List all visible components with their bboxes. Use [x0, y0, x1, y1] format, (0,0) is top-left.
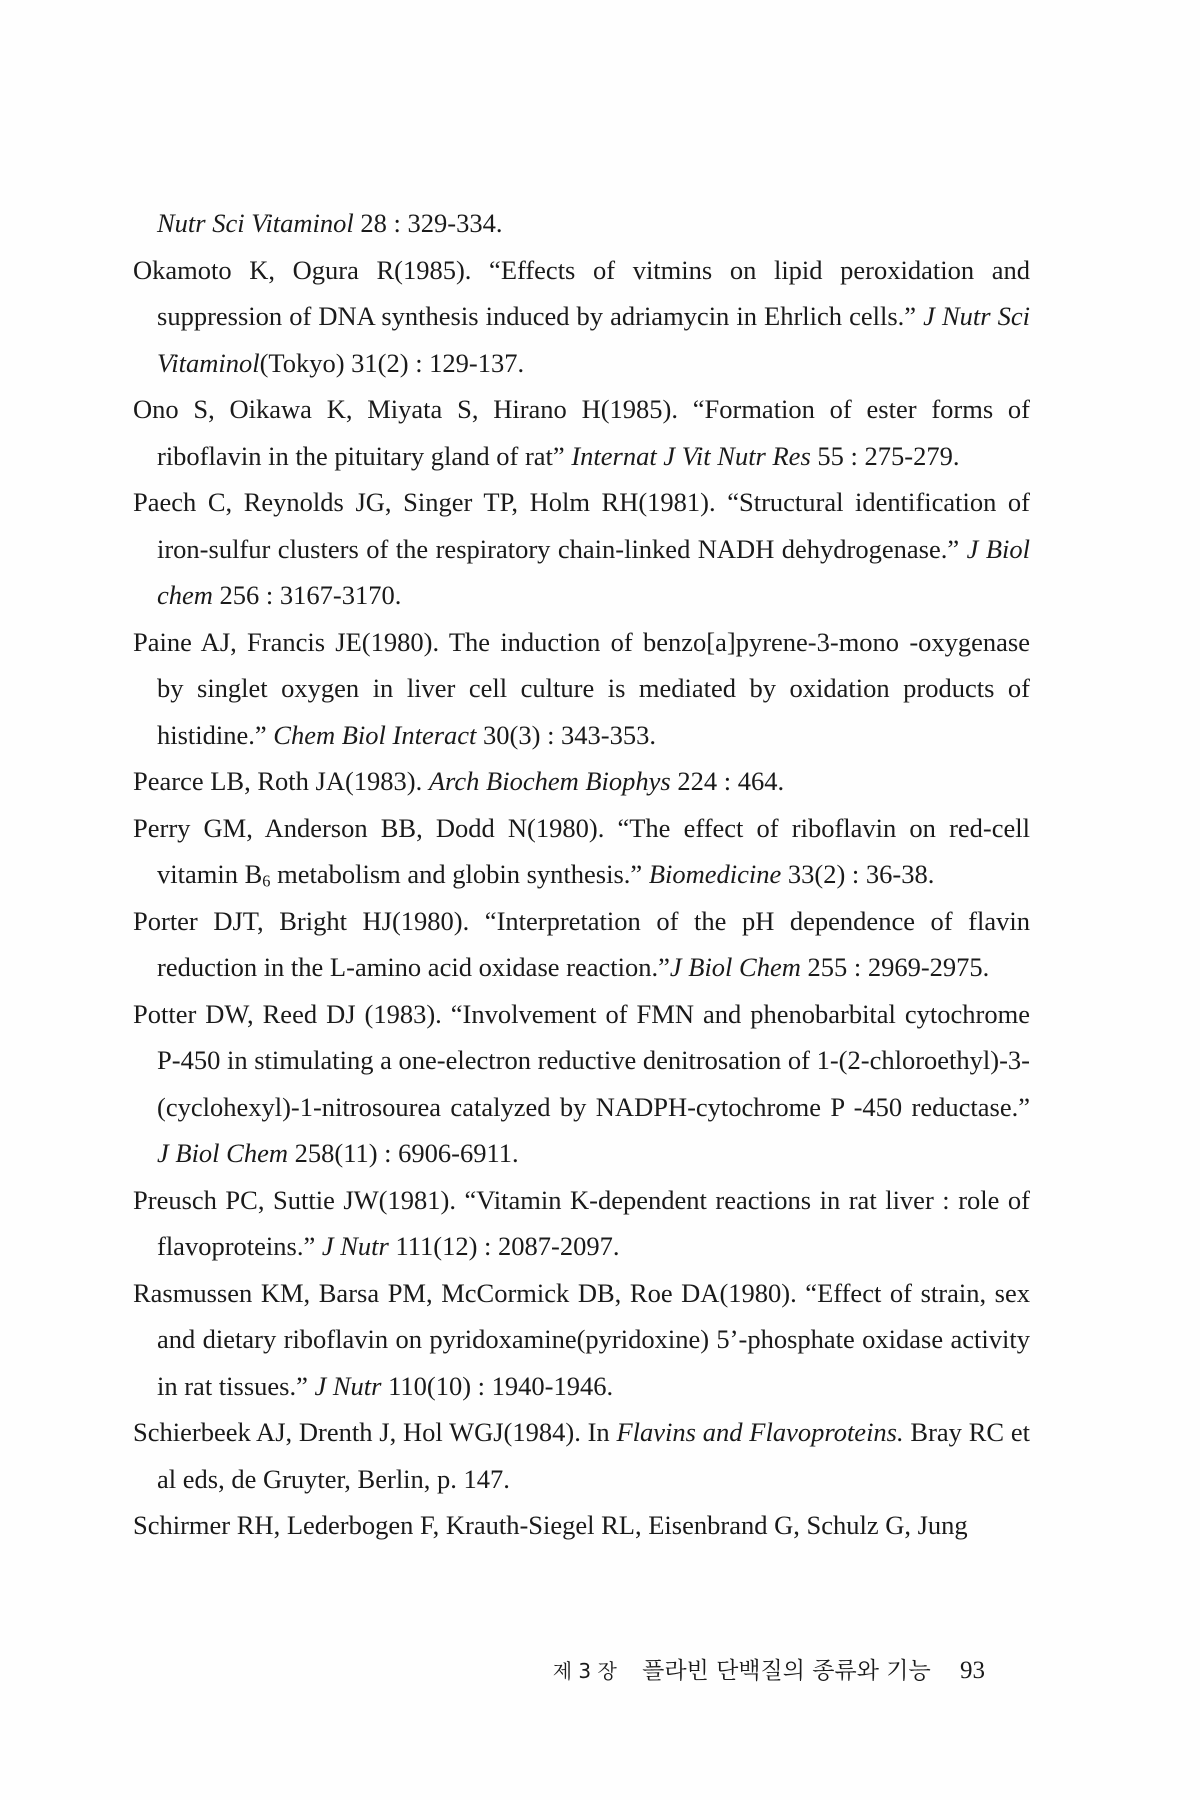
subscript: 6 [262, 871, 271, 891]
reference-text: (Tokyo) 31(2) : 129-137. [259, 347, 525, 378]
page-number: 93 [960, 1657, 985, 1684]
journal-title: J Nutr [321, 1231, 389, 1261]
reference-entry [133, 1177, 1030, 1270]
reference-text: 55 : 275-279. [810, 440, 960, 471]
reference-entry [133, 386, 1030, 479]
reference-text: Ono S, Oikawa K, Miyata S, Hirano H(1985). “Formation of ester forms of riboflavin in the pituitary gland of rat” [133, 394, 1030, 471]
reference-text: Paine AJ, Francis JE(1980). The induction of benzo[a]pyrene-3-mono -oxygenase by singlet oxygen in liver cell culture is mediated by oxidation products of histidine.” [133, 626, 1030, 750]
journal-title: J Nutr [314, 1370, 382, 1401]
reference-text: Pearce LB, Roth JA(1983). [133, 766, 429, 796]
reference-text: Porter DJT, Bright HJ(1980). “Interpretation of the pH dependence of flavin reduction in the L-amino acid oxidase reaction.” [133, 905, 1030, 982]
reference-entry [133, 1270, 1030, 1410]
journal-title: Biomedicine [648, 859, 782, 889]
chapter-title: 플라빈 단백질의 종류와 기능 [642, 1658, 931, 1684]
reference-text: 33(2) : 36-38. [781, 859, 935, 889]
reference-continuation [133, 200, 1030, 247]
reference-text: Bray RC et al eds, de Gruyter, Berlin, p. 147. [157, 1417, 1030, 1494]
reference-text: 111(12) : 2087-2097. [388, 1231, 620, 1261]
reference-text: 30(3) : 343-353. [476, 719, 657, 750]
reference-text: 110(10) : 1940-1946. [381, 1370, 614, 1401]
reference-text: Schirmer RH, Lederbogen F, Krauth-Siegel RL, Eisenbrand G, Schulz G, Jung [133, 1510, 968, 1540]
reference-text: Rasmussen KM, Barsa PM, McCormick DB, Roe DA(1980). “Effect of strain, sex and dietary riboflavin on pyridoxamine(pyridoxine) 5’-phosphate oxidase activity in rat tissues.” [133, 1277, 1030, 1401]
journal-title: J Biol Chem [157, 1138, 288, 1168]
journal-title: J Biol chem [157, 533, 1030, 610]
reference-text: 256 : 3167-3170. [212, 580, 402, 610]
reference-text: 28 : 329-334. [353, 208, 503, 238]
journal-title: Internat J Vit Nutr Res [571, 440, 811, 471]
reference-text: Potter DW, Reed DJ (1983). “Involvement of FMN and phenobarbital cytochrome P-450 in stimulating a one-electron reductive denitrosation of 1-(2-chloroethyl)-3-(cyclohexyl)-1-nitrosourea catalyzed by NADPH-cytochrome P -450 reductase.” [133, 998, 1030, 1122]
reference-text: Preusch PC, Suttie JW(1981). “Vitamin K-dependent reactions in rat liver : role of flavoproteins.” [133, 1184, 1030, 1261]
reference-entry [133, 1409, 1030, 1502]
reference-list [133, 200, 1030, 1549]
reference-entry [133, 619, 1030, 759]
reference-entry [133, 247, 1030, 387]
reference-entry [133, 898, 1030, 991]
reference-text: 224 : 464. [670, 766, 785, 796]
reference-entry [133, 805, 1030, 898]
journal-title: Arch Biochem Biophys [428, 766, 671, 796]
reference-text: Okamoto K, Ogura R(1985). “Effects of vitmins on lipid peroxidation and suppression of DNA synthesis induced by adriamycin in Ehrlich cells.” [133, 254, 1030, 331]
journal-title: J Biol Chem [669, 952, 801, 982]
reference-entry [133, 991, 1030, 1177]
reference-entry [133, 1502, 1030, 1549]
reference-text: metabolism and globin synthesis.” [270, 859, 649, 889]
chapter-number: 제 3 장 [552, 1659, 617, 1683]
reference-text: 255 : 2969-2975. [800, 952, 990, 982]
reference-text: Perry GM, Anderson BB, Dodd N(1980). “The effect of riboflavin on red-cell vitamin B [133, 812, 1030, 889]
journal-title: Chem Biol Interact [273, 719, 477, 750]
reference-text: Paech C, Reynolds JG, Singer TP, Holm RH(1981). “Structural identification of iron-sulfur clusters of the respiratory chain-linked NADH dehydrogenase.” [133, 487, 1030, 564]
reference-entry [133, 479, 1030, 619]
page-footer [0, 1652, 985, 1685]
reference-entry [133, 758, 1030, 805]
journal-title: J Nutr Sci Vitaminol [157, 301, 1030, 378]
journal-title: Nutr Sci Vitaminol [157, 208, 354, 238]
journal-title: Flavins and Flavoproteins. [616, 1417, 904, 1447]
reference-text: Schierbeek AJ, Drenth J, Hol WGJ(1984). In [133, 1417, 617, 1447]
reference-text: 258(11) : 6906-6911. [288, 1138, 519, 1168]
